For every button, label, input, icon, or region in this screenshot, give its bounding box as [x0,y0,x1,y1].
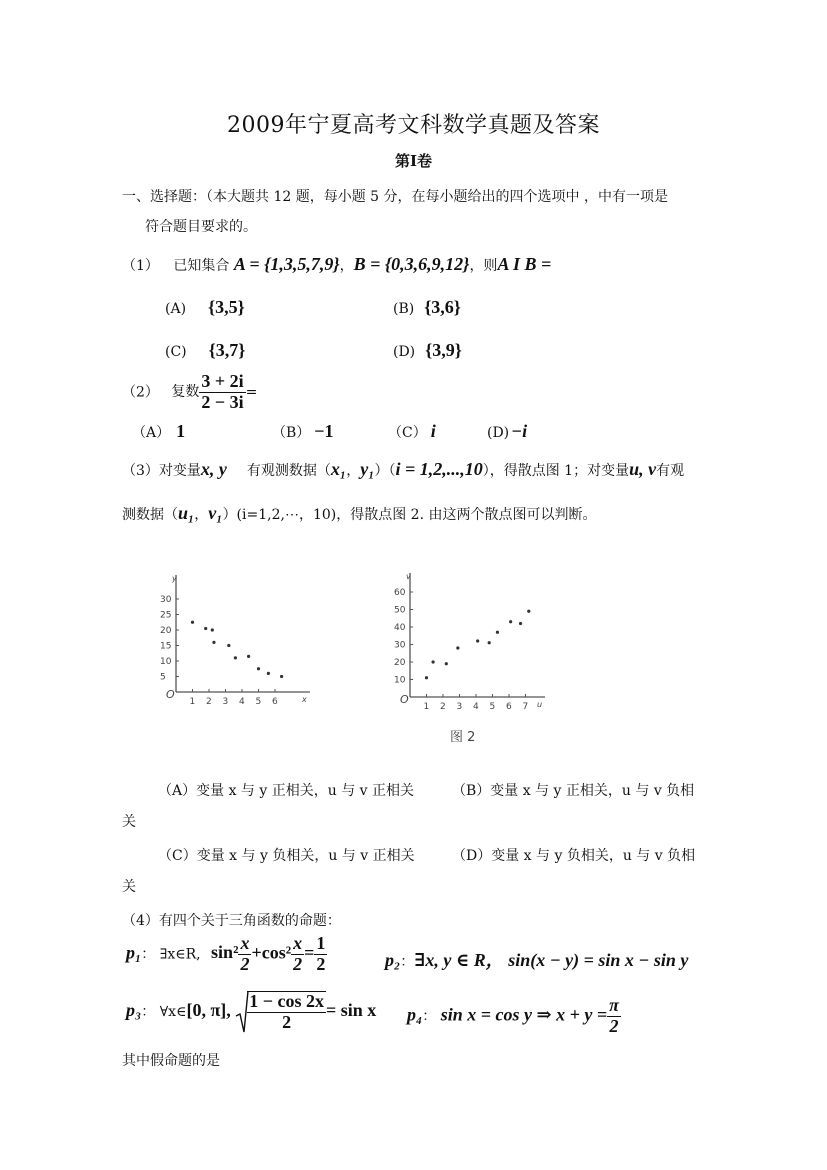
p3-interval: [0, π], [186,1000,231,1020]
q3-v1: v₁ [208,503,223,523]
p3-quantifier: ∀x∈ [159,1004,187,1020]
scatter-point [476,639,479,642]
p1-num: x [293,933,303,953]
y-tick-label: 30 [160,595,172,605]
q1-number: （1） [122,258,159,274]
p3-radicand [247,991,326,1033]
p1-equals: = [304,942,315,963]
x-tick-label: 2 [206,697,212,707]
q3-y1: y₁ [360,459,375,479]
y-tick-label: 50 [394,605,406,616]
y-tick-label: 5 [160,672,166,683]
q3-option-c [158,845,415,865]
x-tick-label: 4 [239,697,245,707]
y-tick-label: 20 [394,658,406,668]
p4-label: p₄ [407,1004,423,1025]
option-label: (A) [165,301,187,317]
p3-num: 1 − cos 2x [249,991,325,1012]
question-3-line-2 [122,503,596,524]
y-tick-label: 40 [394,623,406,633]
question-1 [122,254,551,275]
y-axis-label: y [172,574,177,583]
q2-number: （2） [122,384,159,401]
x-tick-label: 5 [489,702,496,712]
p1-fraction-3 [314,934,327,975]
p1-quantifier: ∃x∈R, [159,946,201,963]
x-tick-label: 6 [272,697,278,707]
scatter-point [280,675,283,678]
option-value: 1 [176,421,186,441]
option-value: {3,7} [208,340,246,360]
option-value: {3,5} [208,297,245,317]
option-value: i [430,421,436,441]
q1-then: ，则 [469,258,498,274]
y-tick-label: 25 [160,610,172,621]
y-tick-label: 60 [394,588,406,598]
chart-caption: 图 2 [450,730,476,745]
scatter-point [267,672,270,675]
q1-option-c [165,340,245,361]
scatter-point [445,662,448,665]
p3-sqrt [235,990,326,1034]
q3-x1: x₁ [330,459,347,479]
q1-option-d [393,340,462,361]
proposition-p3 [126,990,376,1034]
q3-range: i = 1,2,...,10 [395,459,483,479]
option-label: （A） [158,783,197,799]
scatter-plot-1 [150,565,330,715]
q2-text: 复数 [171,384,200,401]
y-tick-label: 30 [394,640,406,651]
q2-option-a [132,421,185,442]
x-tick-label: 2 [440,702,446,712]
q1-option-a [165,297,245,318]
x-tick-label: 3 [222,697,229,707]
option-text: 变量 x 与 y 负相关，u 与 v 负相 [491,848,696,864]
q2-numerator: 3 + 2i [201,371,244,391]
option-value: {3,9} [425,340,462,360]
scatter-point [204,627,207,630]
p4-num: π [609,995,619,1015]
section-instruction: 一、选择题：（本大题共 12 题，每小题 5 分，在每小题给出的四个选项中 ，中有一项是 [122,189,668,205]
q3-vars-xy: x, y [200,459,227,479]
q1-set-a: A = {1,3,5,7,9} [233,254,340,274]
option-label: （D） [452,848,492,864]
option-label: (C) [165,344,187,360]
q3-comma: ， [194,507,209,523]
q1-expression: A I B = [497,254,552,274]
y-tick-label: 15 [160,641,172,652]
option-label: （B） [452,783,491,799]
p1-den: 2 [293,953,303,974]
scatter-point [227,644,230,647]
p1-sin: sin² [211,942,239,963]
option-label: （C） [388,425,427,441]
p1-colon: ： [141,946,156,963]
q3-option-b-wrap: 关 [122,814,136,830]
q2-option-d [487,421,527,442]
scatter-point [488,641,491,644]
p1-den: 2 [240,953,250,974]
q3-option-d-wrap: 关 [122,879,136,895]
p4-fraction [607,996,621,1037]
q3-option-a [158,780,414,800]
origin-label: O [166,688,175,701]
x-tick-label: 1 [189,697,196,707]
question-3-line-1 [122,459,684,480]
x-tick-label: 4 [473,702,479,712]
option-label: （A） [132,425,171,441]
q3-text: ），得散点图 1；对变量 [482,463,630,479]
scatter-plot-2 [380,565,560,750]
scatter-point [234,656,237,659]
p4-lhs: sin x = cos y ⇒ x + y = [440,1004,608,1025]
option-label: (B) [393,301,415,317]
p3-colon: ： [141,1004,156,1020]
q1-sep: ， [339,258,354,274]
p1-num: x [240,933,250,953]
scatter-point [211,628,214,631]
p2-label: p₂ [385,950,401,970]
q3-comma: ， [346,463,361,479]
p2-colon: ： [400,954,415,970]
scatter-point [509,620,512,623]
q3-text: ）(i=1,2,⋯，10)，得散点图 2. 由这两个散点图可以判断。 [222,507,597,523]
scatter-point [247,655,250,658]
scatter-point [527,610,530,613]
proposition-p2 [385,946,688,972]
question-4-ask: 其中假命题的是 [122,1053,220,1069]
section-instruction-cont: 符合题目要求的。 [145,219,257,235]
scatter-point [191,621,194,624]
scatter-point [257,667,260,670]
p1-num: 1 [316,933,326,953]
proposition-p1 [126,934,327,975]
p4-colon: ： [422,1008,437,1025]
p1-label: p₁ [126,942,142,963]
p1-fraction-1 [238,934,251,975]
option-label: (D) [487,425,510,441]
proposition-p4 [407,996,621,1037]
option-label: （C） [158,848,197,864]
p3-rhs: = sin x [326,1000,377,1020]
x-axis-label: u [537,700,543,709]
x-tick-label: 3 [456,702,463,712]
q3-option-b [452,780,694,800]
option-text: 变量 x 与 y 正相关，u 与 v 负相 [490,783,695,799]
option-text: 变量 x 与 y 负相关，u 与 v 正相关 [196,848,415,864]
scatter-point [212,641,215,644]
y-tick-label: 10 [394,675,406,686]
q3-text: ）（ [374,463,396,479]
scatter-point [456,646,459,649]
question-2 [122,372,257,413]
x-tick-label: 6 [506,702,512,712]
scatter-point [519,622,522,625]
p1-fraction-2 [291,934,304,975]
scatter-point [432,660,435,663]
q3-u1: u₁ [178,503,195,523]
q2-option-b [272,421,334,442]
p4-den: 2 [609,1015,619,1036]
page-title: 2009年宁夏高考文科数学真题及答案 [227,113,600,138]
x-tick-label: 5 [255,697,262,707]
option-value: −i [511,421,528,441]
q2-denominator: 2 − 3i [201,391,244,412]
q3-text: （3）对变量 [122,463,201,479]
q2-option-c [388,421,436,442]
scatter-point [425,676,428,679]
option-value: −1 [314,421,334,441]
option-label: (D) [393,344,416,360]
q3-vars-uv: u, v [629,459,657,479]
option-label: （B） [272,425,311,441]
p3-den: 2 [282,1012,292,1032]
q1-option-b [393,297,461,318]
q3-text: 有观测数据（ [246,463,331,479]
p3-label: p₃ [126,1000,142,1020]
scatter-point [496,631,499,634]
q3-text: 测数据（ [122,507,178,523]
y-axis-label: v [406,572,411,581]
option-text: 变量 x 与 y 正相关，u 与 v 正相关 [196,783,415,799]
origin-label: O [400,693,409,706]
option-value: {3,6} [424,297,461,317]
q1-text: 已知集合 [173,258,230,274]
q1-set-b: B = {0,3,6,9,12} [353,254,470,274]
p1-den: 2 [316,953,326,974]
p2-text: ∃x, y ∈ R， sin(x − y) = sin x − sin y [414,950,689,970]
q2-fraction [199,372,245,413]
y-tick-label: 10 [160,657,172,667]
x-axis-label: x [302,695,307,704]
x-tick-label: 7 [522,702,529,712]
volume-heading: 第Ⅰ卷 [394,152,433,170]
y-tick-label: 20 [160,626,172,636]
q3-option-d [452,845,695,865]
q2-equals: = [245,384,258,401]
question-4-intro: （4）有四个关于三角函数的命题： [122,913,341,929]
p1-cos: +cos² [251,942,292,963]
x-tick-label: 1 [423,702,430,712]
q3-text: 有观 [656,463,685,479]
